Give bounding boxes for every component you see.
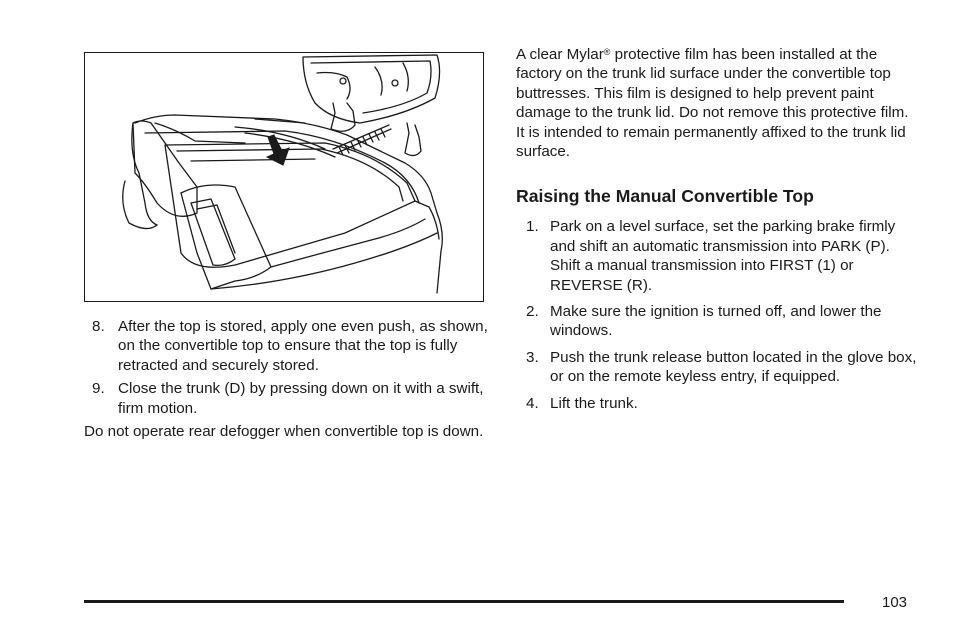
- step-number: 8.: [92, 318, 105, 335]
- step-text: Close the trunk (D) by pressing down on it with a swift, firm motion.: [118, 380, 484, 417]
- step-text: Make sure the ignition is turned off, and lower the windows.: [550, 303, 882, 340]
- list-item: [516, 348, 920, 387]
- page-number: 103: [882, 594, 908, 611]
- footer-rule: [84, 600, 844, 603]
- step-number: 3.: [526, 348, 539, 366]
- step-number: 4.: [526, 394, 539, 412]
- step-text: Lift the trunk.: [550, 394, 638, 412]
- step-number: 2.: [526, 303, 539, 321]
- left-column: [84, 317, 488, 441]
- step-text: Park on a level surface, set the parking brake firmly and shift an automatic transmission into PARK (P). Shift a manual transmission into FIRST (1) or REVERSE (R).: [550, 218, 896, 294]
- registered-mark: ®: [603, 47, 611, 57]
- list-item: [516, 302, 920, 341]
- right-column: [516, 45, 920, 420]
- list-item: [516, 217, 920, 295]
- step-text: Push the trunk release button located in the glove box, or on the remote keyless entry, if equipped.: [550, 348, 917, 386]
- list-item: [84, 317, 488, 375]
- mylar-text-start: A clear Mylar: [516, 46, 604, 63]
- step-text: After the top is stored, apply one even push, as shown, on the convertible top to ensure that the top is fully retracted and securely stored.: [118, 318, 488, 374]
- step-list-right: [516, 217, 920, 413]
- step-number: 1.: [526, 218, 539, 236]
- mylar-paragraph: [516, 45, 920, 161]
- convertible-top-illustration: [84, 52, 484, 302]
- step-list-left: [84, 317, 488, 418]
- defogger-note: Do not operate rear defogger when convertible top is down.: [84, 423, 484, 441]
- list-item: [84, 379, 488, 418]
- step-number: 9.: [92, 380, 105, 398]
- list-item: [516, 394, 920, 413]
- section-heading: Raising the Manual Convertible Top: [516, 186, 814, 207]
- mylar-text-rest: protective film has been installed at the factory on the trunk lid surface under the convertible top buttresses. This film is designed to help prevent paint damage to the trunk lid. Do not remove this protective film. It is intended to remain permanently affixed to the trunk lid surface.: [516, 46, 909, 161]
